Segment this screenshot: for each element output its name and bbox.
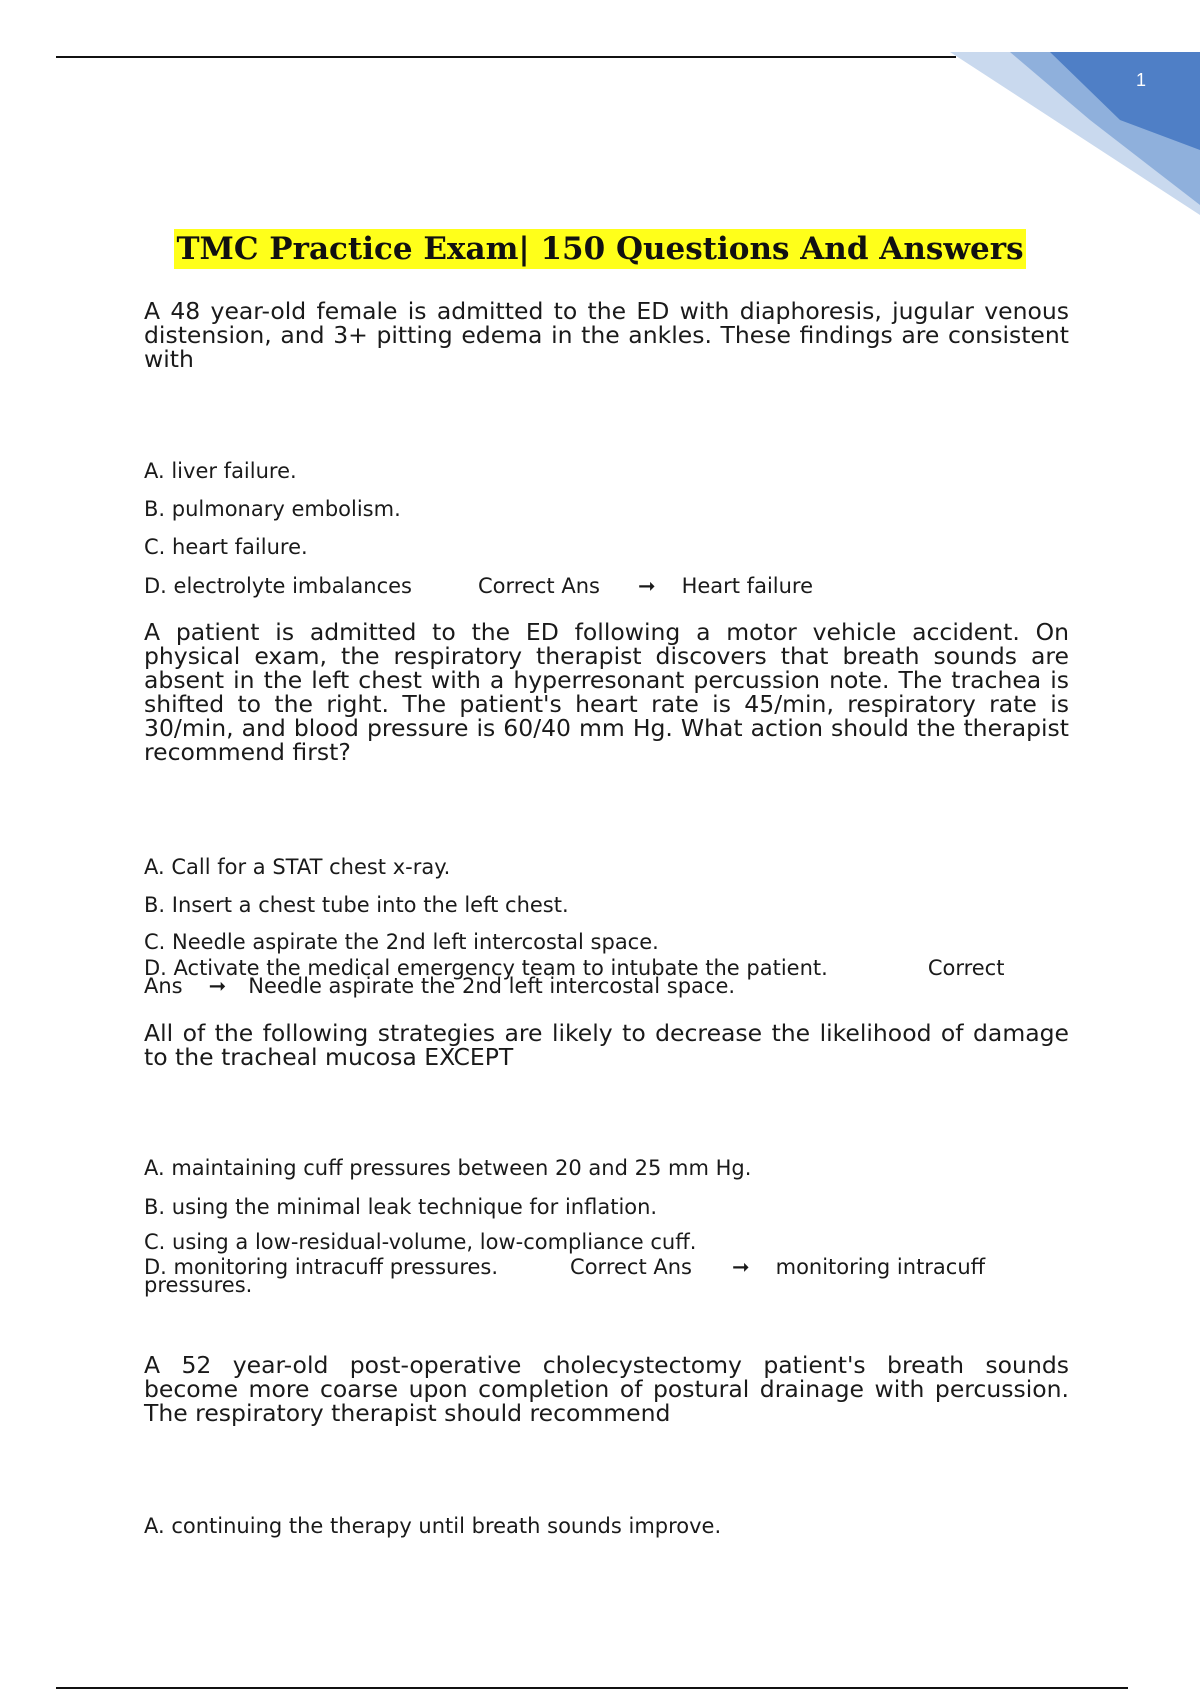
question-2-answer-row: [144, 974, 1084, 998]
question-4-option-a: A. continuing the therapy until breath sounds improve.: [144, 1514, 722, 1538]
document-title: TMC Practice Exam| 150 Questions And Answers: [176, 231, 1024, 267]
page-number: 1: [1136, 70, 1147, 90]
question-1-answer-label: Correct Ans: [478, 574, 600, 598]
question-1-answer: Heart failure: [681, 574, 814, 598]
header-rule: [56, 56, 956, 58]
question-3-answer-part2: pressures.: [144, 1273, 253, 1297]
question-3-option-c: C. using a low-residual-volume, low-compliance cuff.: [144, 1230, 697, 1254]
question-1-option-b: B. pulmonary embolism.: [144, 497, 401, 521]
corner-decoration: [940, 0, 1200, 220]
question-2-answer-label-part2: Ans: [144, 974, 183, 998]
arrow-icon: ➞: [732, 1255, 750, 1279]
question-1-stem: A 48 year-old female is admitted to the ED with diaphoresis, jugular venous distension, and 3+ pitting edema in the ankles. These findings are consistent with: [144, 297, 1069, 373]
question-2-option-a: A. Call for a STAT chest x-ray.: [144, 855, 451, 879]
footer-rule: [56, 1687, 1128, 1689]
question-3-option-d: D. monitoring intracuff pressures.: [144, 1255, 499, 1279]
arrow-icon: ➞: [208, 974, 227, 998]
question-1-option-d-row: [144, 574, 1084, 598]
question-3-stem: All of the following strategies are likely to decrease the likelihood of damage to the tracheal mucosa EXCEPT: [144, 1019, 1069, 1071]
question-2-answer: Needle aspirate the 2nd left intercostal space.: [248, 974, 736, 998]
question-1-option-a: A. liver failure.: [144, 459, 297, 483]
question-2-option-d: D. Activate the medical emergency team to intubate the patient.: [144, 956, 828, 980]
question-1-option-c: C. heart failure.: [144, 535, 308, 559]
question-2-option-c: C. Needle aspirate the 2nd left intercostal space.: [144, 930, 659, 954]
title-wrap: [0, 229, 1200, 269]
question-1-option-d: D. electrolyte imbalances: [144, 574, 412, 598]
question-4-stem: A 52 year-old post-operative cholecystectomy patient's breath sounds become more coarse upon completion of postural drainage with percussion. The respiratory therapist should recommend: [144, 1351, 1069, 1427]
question-2-option-b: B. Insert a chest tube into the left chest.: [144, 893, 569, 917]
question-2-stem: A patient is admitted to the ED following a motor vehicle accident. On physical exam, the respiratory therapist discovers that breath sounds are absent in the left chest with a hyperresonant percussion note. The trachea is shifted to the right. The patient's heart rate is 45/min, respiratory rate is 30/min, and blood pressure is 60/40 mm Hg. What action should the therapist recommend first?: [144, 618, 1069, 766]
question-3-option-a: A. maintaining cuff pressures between 20 and 25 mm Hg.: [144, 1156, 752, 1180]
question-3-option-b: B. using the minimal leak technique for inflation.: [144, 1195, 658, 1219]
question-3-answer-part1: monitoring intracuff: [775, 1255, 986, 1279]
question-3-answer-label: Correct Ans: [570, 1255, 692, 1279]
arrow-icon: ➞: [637, 574, 656, 598]
question-2-answer-label-part1: Correct: [927, 956, 1005, 980]
